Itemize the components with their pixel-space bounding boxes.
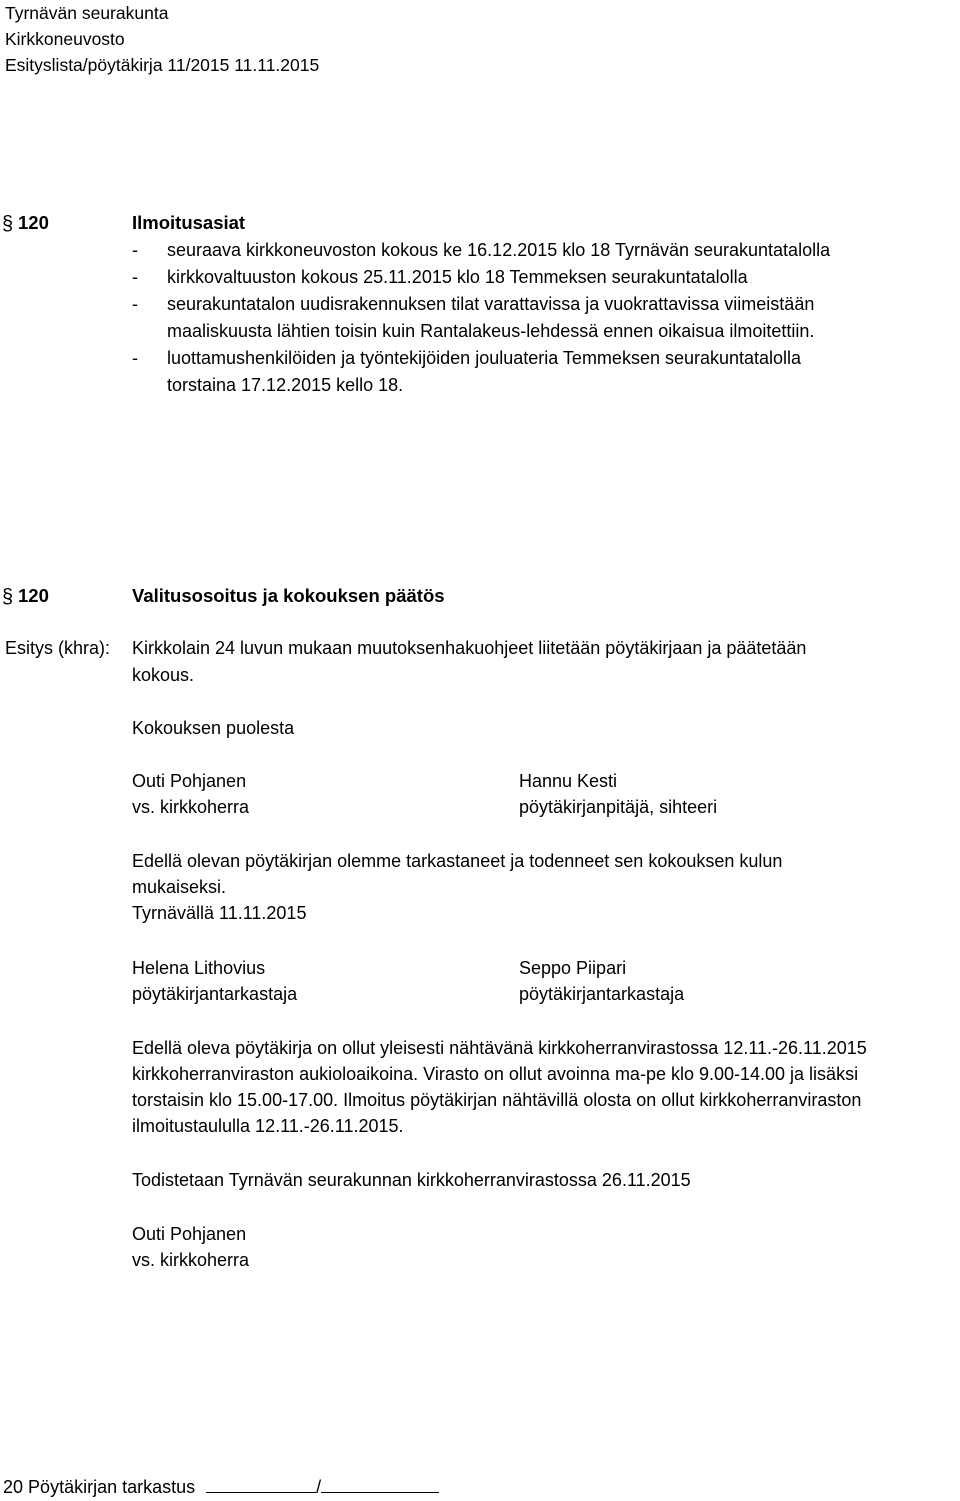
- section-symbol: §: [2, 586, 14, 608]
- list-item: seuraava kirkkoneuvoston kokous ke 16.12.2015 klo 18 Tyrnävän seurakuntatalolla: [167, 240, 831, 260]
- page-number: 20: [3, 1477, 24, 1497]
- list-item: seurakuntatalon uudisrakennuksen tilat varattavissa ja vuokrattavissa viimeistään: [167, 294, 815, 314]
- proposal-text-continued: kokous.: [132, 665, 195, 685]
- proposal-label: Esitys (khra):: [5, 638, 111, 658]
- reviewer-name: Helena Lithovius: [132, 958, 266, 978]
- signer-role: vs. kirkkoherra: [132, 797, 250, 817]
- public-notice-text: Edellä oleva pöytäkirja on ollut yleisesti nähtävänä kirkkoherranvirastossa 12.11.-26.11.2015: [132, 1038, 867, 1058]
- section-title: Valitusosoitus ja kokouksen päätös: [132, 585, 445, 606]
- list-item-continued: maaliskuusta lähtien toisin kuin Rantalakeus-lehdessä ennen oikaisua ilmoitettiin.: [167, 321, 815, 341]
- footer-separator: /: [316, 1477, 322, 1497]
- footer-label: Pöytäkirjan tarkastus: [28, 1477, 196, 1497]
- section-title: Ilmoitusasiat: [132, 212, 246, 233]
- organization-name: Tyrnävän seurakunta: [5, 3, 169, 23]
- section-number: 120: [18, 585, 49, 606]
- signer-role: pöytäkirjanpitäjä, sihteeri: [519, 797, 718, 817]
- certifier-name: Outi Pohjanen: [132, 1224, 247, 1244]
- list-dash: -: [132, 294, 138, 314]
- footer: [3, 1474, 439, 1500]
- review-text: Edellä olevan pöytäkirjan olemme tarkastaneet ja todenneet sen kokouksen kulun: [132, 851, 783, 871]
- list-item: luottamushenkilöiden ja työntekijöiden jouluateria Temmeksen seurakuntatalolla: [167, 348, 802, 368]
- public-notice-text: kirkkoherranviraston aukioloaikoina. Virasto on ollut avoinna ma-pe klo 9.00-14.00 ja lisäksi: [132, 1064, 859, 1084]
- list-item: kirkkovaltuuston kokous 25.11.2015 klo 18 Temmeksen seurakuntatalolla: [167, 267, 748, 287]
- section-symbol: §: [2, 213, 14, 235]
- signature-blank-2: [321, 1474, 439, 1493]
- certification-text: Todistetaan Tyrnävän seurakunnan kirkkoherranvirastossa 26.11.2015: [132, 1170, 691, 1190]
- body-name: Kirkkoneuvosto: [5, 29, 125, 49]
- list-item-continued: torstaina 17.12.2015 kello 18.: [167, 375, 404, 395]
- on-behalf-label: Kokouksen puolesta: [132, 718, 295, 738]
- document-title: Esityslista/pöytäkirja 11/2015 11.11.2015: [5, 55, 320, 75]
- certifier-role: vs. kirkkoherra: [132, 1250, 250, 1270]
- signer-name: Hannu Kesti: [519, 771, 618, 791]
- review-text-continued: mukaiseksi.: [132, 877, 227, 897]
- public-notice-text: ilmoitustaululla 12.11.-26.11.2015.: [132, 1116, 404, 1136]
- section-number: 120: [18, 212, 49, 233]
- reviewer-role: pöytäkirjantarkastaja: [132, 984, 298, 1004]
- signer-name: Outi Pohjanen: [132, 771, 247, 791]
- public-notice-text: torstaisin klo 15.00-17.00. Ilmoitus pöytäkirjan nähtävillä olosta on ollut kirkkoherranviraston: [132, 1090, 862, 1110]
- list-dash: -: [132, 240, 138, 260]
- review-place-date: Tyrnävällä 11.11.2015: [132, 903, 307, 923]
- list-dash: -: [132, 348, 138, 368]
- signature-blank-1: [206, 1474, 316, 1493]
- reviewer-name: Seppo Piipari: [519, 958, 627, 978]
- proposal-text: Kirkkolain 24 luvun mukaan muutoksenhakuohjeet liitetään pöytäkirjaan ja päätetään: [132, 638, 807, 658]
- list-dash: -: [132, 267, 138, 287]
- reviewer-role: pöytäkirjantarkastaja: [519, 984, 685, 1004]
